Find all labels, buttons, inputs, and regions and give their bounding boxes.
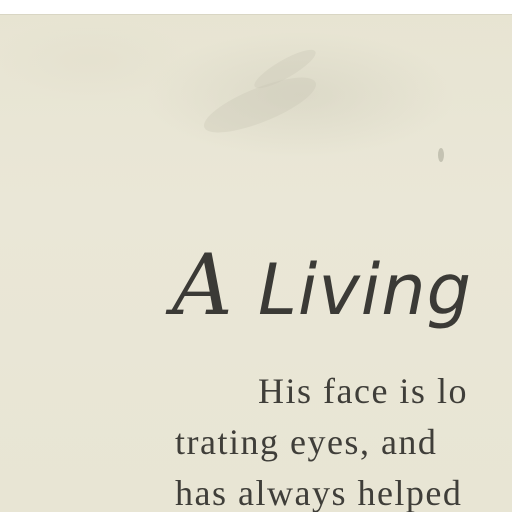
page-top-edge <box>0 0 512 15</box>
heading-initial: A <box>172 236 235 334</box>
body-line: trating eyes, and <box>175 422 438 462</box>
heading-word: Living <box>257 249 473 331</box>
body-paragraph <box>175 366 468 512</box>
body-line: His face is lo <box>258 371 468 411</box>
article-heading <box>172 236 473 335</box>
body-line: has always helped <box>175 473 463 512</box>
ink-speck <box>438 148 444 162</box>
